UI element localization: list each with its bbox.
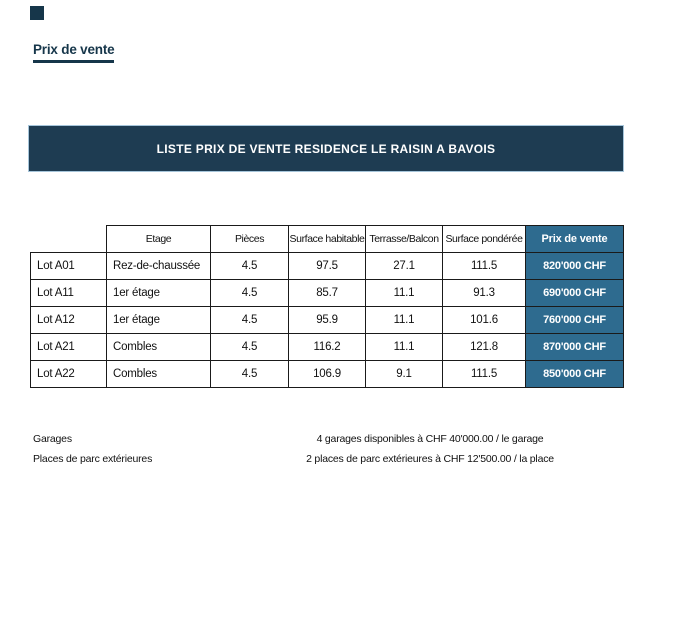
lot-cell: Lot A22: [31, 361, 107, 388]
ponderee-cell: 101.6: [443, 307, 526, 334]
ponderee-cell: 121.8: [443, 334, 526, 361]
surface-cell: 116.2: [289, 334, 366, 361]
logo-mark: [30, 6, 44, 20]
surface-cell: 95.9: [289, 307, 366, 334]
etage-cell: 1er étage: [107, 307, 211, 334]
footer-labels: [33, 429, 152, 469]
lot-cell: Lot A21: [31, 334, 107, 361]
title-banner: [28, 125, 624, 172]
terrasse-cell: 9.1: [366, 361, 443, 388]
terrasse-cell: 11.1: [366, 307, 443, 334]
price-table: [30, 225, 624, 388]
prix-cell: 870'000 CHF: [526, 334, 624, 361]
pieces-cell: 4.5: [211, 280, 289, 307]
prix-cell: 850'000 CHF: [526, 361, 624, 388]
header-empty: [31, 226, 107, 253]
prix-cell: 820'000 CHF: [526, 253, 624, 280]
pieces-cell: 4.5: [211, 361, 289, 388]
footer-detail-places-parc: 2 places de parc extérieures à CHF 12'500.00 / la place: [306, 453, 554, 465]
footer-detail-garages: 4 garages disponibles à CHF 40'000.00 / le garage: [316, 433, 544, 445]
pieces-cell: 4.5: [211, 334, 289, 361]
ponderee-cell: 111.5: [443, 361, 526, 388]
ponderee-cell: 91.3: [443, 280, 526, 307]
terrasse-cell: 11.1: [366, 334, 443, 361]
pieces-cell: 4.5: [211, 253, 289, 280]
surface-cell: 97.5: [289, 253, 366, 280]
table-header-row: [31, 226, 624, 253]
surface-cell: 85.7: [289, 280, 366, 307]
etage-cell: Rez-de-chaussée: [107, 253, 211, 280]
header-surface-habitable: Surface habitable: [289, 226, 366, 253]
header-etage: Etage: [107, 226, 211, 253]
pieces-cell: 4.5: [211, 307, 289, 334]
footer-label-places-parc: Places de parc extérieures: [33, 453, 153, 465]
table-row: [31, 361, 624, 388]
ponderee-cell: 111.5: [443, 253, 526, 280]
table-row: [31, 280, 624, 307]
terrasse-cell: 27.1: [366, 253, 443, 280]
footer-label-garages: Garages: [33, 433, 72, 445]
header-surface-ponderee: Surface pondérée: [443, 226, 526, 253]
prix-cell: 690'000 CHF: [526, 280, 624, 307]
lot-cell: Lot A01: [31, 253, 107, 280]
page-title: Prix de vente: [33, 42, 114, 63]
header-terrasse-balcon: Terrasse/Balcon: [366, 226, 443, 253]
etage-cell: 1er étage: [107, 280, 211, 307]
table-row: [31, 307, 624, 334]
footer-details: [250, 429, 610, 469]
lot-cell: Lot A11: [31, 280, 107, 307]
table-row: [31, 253, 624, 280]
table-row: [31, 334, 624, 361]
header-prix-de-vente: Prix de vente: [526, 226, 624, 253]
etage-cell: Combles: [107, 334, 211, 361]
banner-title: LISTE PRIX DE VENTE RESIDENCE LE RAISIN A BAVOIS: [156, 141, 496, 156]
surface-cell: 106.9: [289, 361, 366, 388]
lot-cell: Lot A12: [31, 307, 107, 334]
terrasse-cell: 11.1: [366, 280, 443, 307]
prix-cell: 760'000 CHF: [526, 307, 624, 334]
header-pieces: Pièces: [211, 226, 289, 253]
etage-cell: Combles: [107, 361, 211, 388]
